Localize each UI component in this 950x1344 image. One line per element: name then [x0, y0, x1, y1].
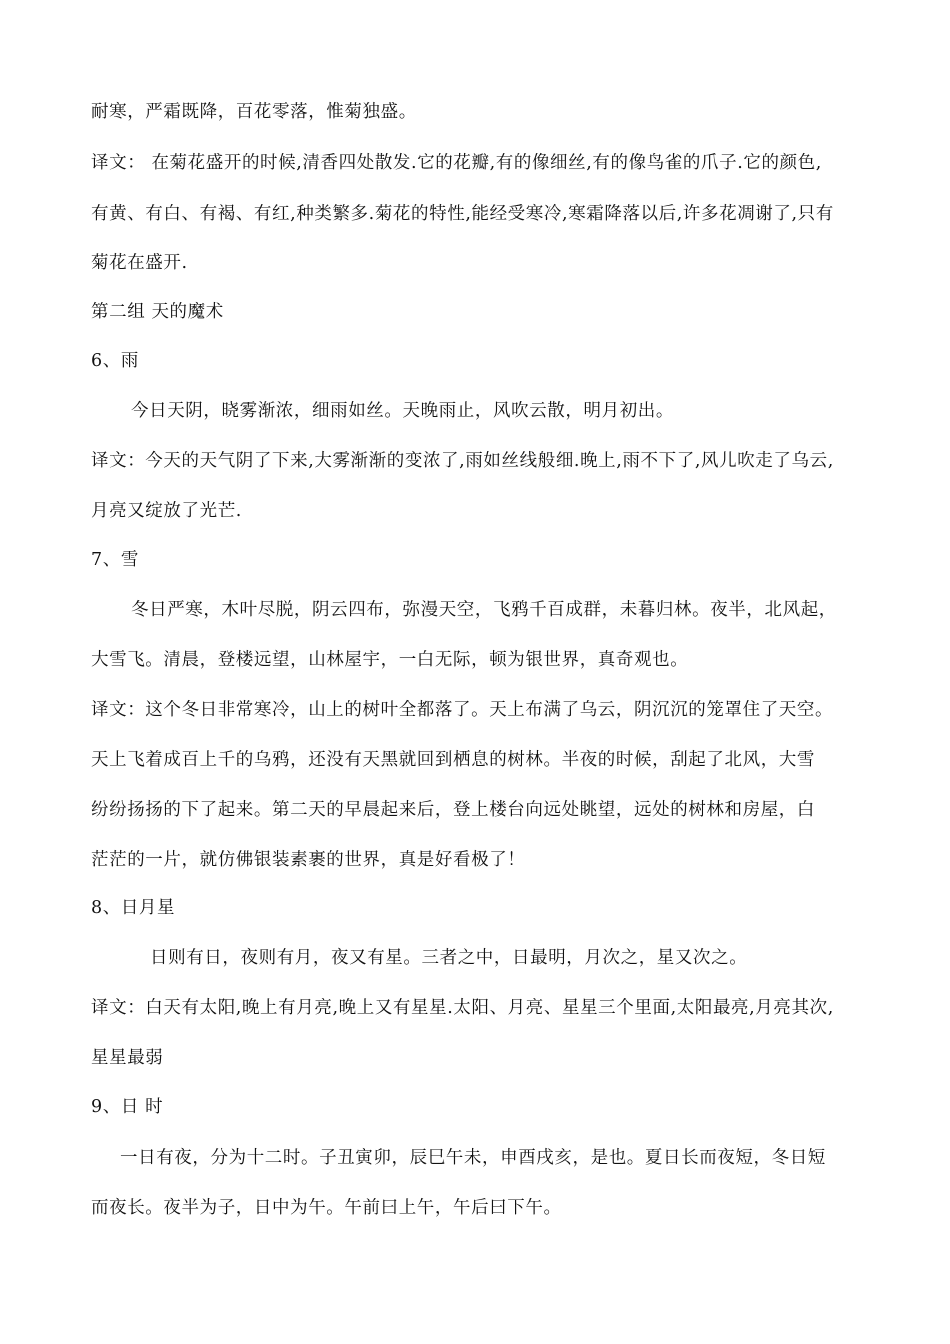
- section-heading: 第二组 天的魔术: [91, 302, 224, 322]
- item-heading: 7、雪: [91, 550, 139, 570]
- item-heading: 6、雨: [91, 351, 139, 371]
- translation-line: 月亮又绽放了光芒.: [91, 501, 242, 521]
- translation-line: 菊花在盛开.: [91, 253, 188, 273]
- classical-text-line: 冬日严寒，木叶尽脱，阴云四布，弥漫天空，飞鸦千百成群，未暮归林。夜半，北风起，: [131, 600, 837, 620]
- translation-line: 星星最弱: [91, 1048, 164, 1068]
- classical-text-line: 今日天阴，晓雾渐浓，细雨如丝。天晚雨止，风吹云散，明月初出。: [131, 401, 674, 421]
- translation-line: 茫茫的一片，就仿佛银装素裹的世界，真是好看极了！: [91, 850, 526, 870]
- item-heading: 8、日月星: [91, 898, 176, 918]
- translation-line: 纷纷扬扬的下了起来。第二天的早晨起来后，登上楼台向远处眺望，远处的树林和房屋，白: [91, 800, 815, 820]
- translation-line: 译文：白天有太阳,晚上有月亮,晚上又有星星.太阳、月亮、星星三个里面,太阳最亮,月亮其次,: [91, 998, 834, 1018]
- item-heading: 9、日 时: [91, 1097, 164, 1117]
- translation-line: 有黄、有白、有褐、有红,种类繁多.菊花的特性,能经受寒冷,寒霜降落以后,许多花凋谢了,只有: [91, 204, 834, 224]
- translation-line: 译文： 在菊花盛开的时候,清香四处散发.它的花瓣,有的像细丝,有的像鸟雀的爪子.它的颜色,: [91, 153, 822, 173]
- classical-text-line: 而夜长。夜半为子，日中为午。午前曰上午，午后曰下午。: [91, 1198, 562, 1218]
- translation-line: 天上飞着成百上千的乌鸦，还没有天黑就回到栖息的树林。半夜的时候，刮起了北风，大雪: [91, 750, 815, 770]
- text-line: 耐寒，严霜既降，百花零落，惟菊独盛。: [91, 102, 417, 122]
- classical-text-line: 日则有日，夜则有月，夜又有星。三者之中，日最明，月次之，星又次之。: [150, 948, 748, 968]
- classical-text-line: 一日有夜，分为十二时。子丑寅卯，辰巳午未，申酉戌亥，是也。夏日长而夜短，冬日短: [120, 1148, 826, 1168]
- classical-text-line: 大雪飞。清晨，登楼远望，山林屋宇，一白无际，顿为银世界，真奇观也。: [91, 650, 689, 670]
- translation-line: 译文：今天的天气阴了下来,大雾渐渐的变浓了,雨如丝线般细.晚上,雨不下了,风儿吹走了乌云,: [91, 451, 834, 471]
- translation-line: 译文：这个冬日非常寒冷，山上的树叶全都落了。天上布满了乌云，阴沉沉的笼罩住了天空。: [91, 700, 834, 720]
